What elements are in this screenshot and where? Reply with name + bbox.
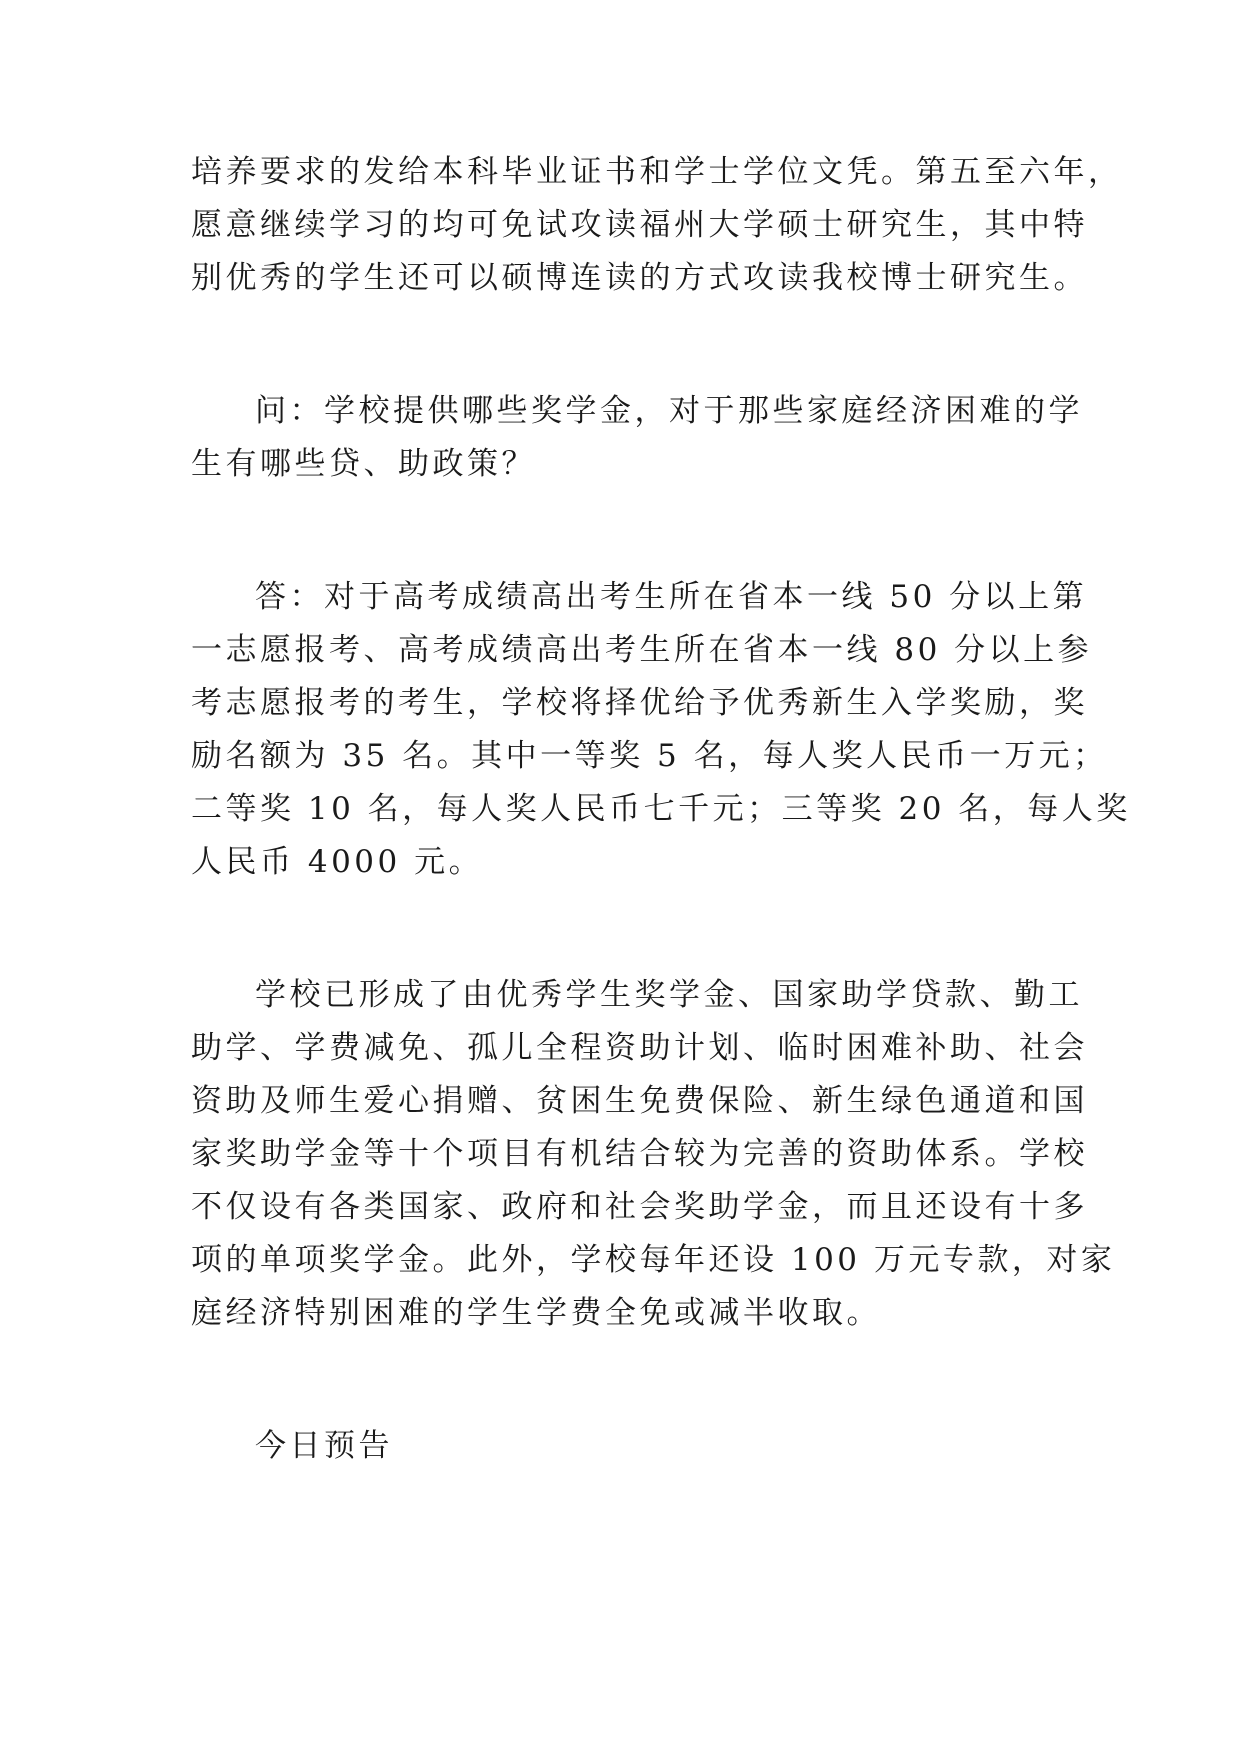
- text-line: 家奖助学金等十个项目有机结合较为完善的资助体系。学校: [191, 1136, 1088, 1172]
- answer-line: 考志愿报考的考生，学校将择优给予优秀新生入学奖励，奖: [191, 685, 1088, 721]
- section-heading: 今日预告: [255, 1428, 393, 1464]
- answer-line: 答：对于高考成绩高出考生所在省本一线 50 分以上第: [255, 579, 1088, 615]
- question-line: 问：学校提供哪些奖学金，对于那些家庭经济困难的学: [255, 393, 1083, 429]
- answer-line: 一志愿报考、高考成绩高出考生所在省本一线 80 分以上参: [191, 632, 1093, 668]
- question-line: 生有哪些贷、助政策？: [191, 446, 536, 482]
- text-line: 别优秀的学生还可以硕博连读的方式攻读我校博士研究生。: [191, 260, 1088, 296]
- text-line: 学校已形成了由优秀学生奖学金、国家助学贷款、勤工: [255, 977, 1083, 1013]
- text-line: 庭经济特别困难的学生学费全免或减半收取。: [191, 1295, 881, 1331]
- answer-line: 二等奖 10 名，每人奖人民币七千元；三等奖 20 名，每人奖: [191, 791, 1131, 827]
- text-line: 不仅设有各类国家、政府和社会奖助学金，而且还设有十多: [191, 1189, 1088, 1225]
- text-line: 愿意继续学习的均可免试攻读福州大学硕士研究生，其中特: [191, 207, 1088, 243]
- answer-line: 励名额为 35 名。其中一等奖 5 名，每人奖人民币一万元；: [191, 738, 1108, 774]
- text-line: 助学、学费减免、孤儿全程资助计划、临时困难补助、社会: [191, 1030, 1088, 1066]
- text-line: 培养要求的发给本科毕业证书和学士学位文凭。第五至六年，: [191, 154, 1123, 190]
- answer-line: 人民币 4000 元。: [191, 844, 484, 880]
- text-line: 资助及师生爱心捐赠、贫困生免费保险、新生绿色通道和国: [191, 1083, 1088, 1119]
- text-line: 项的单项奖学金。此外，学校每年还设 100 万元专款，对家: [191, 1242, 1116, 1278]
